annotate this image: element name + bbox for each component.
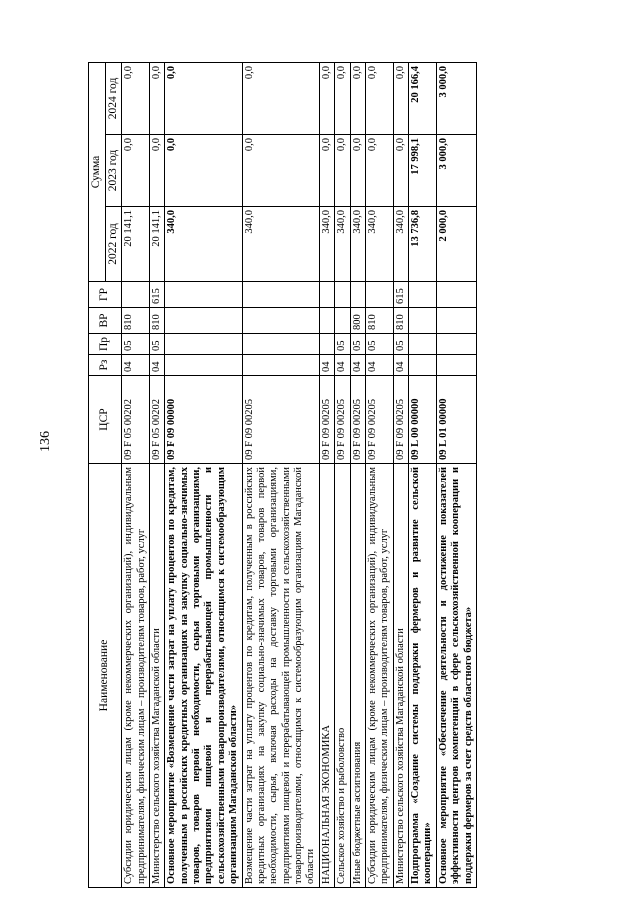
cell-vr: 810 — [122, 308, 150, 334]
table-row — [365, 62, 393, 887]
cell-csr: 09 F 09 00205 — [335, 376, 350, 464]
cell-rz — [436, 355, 476, 376]
table-row — [319, 62, 334, 887]
cell-csr: 09 F 09 00205 — [319, 376, 334, 464]
cell-pr — [436, 334, 476, 355]
cell-gr — [335, 282, 350, 308]
table-row — [335, 62, 350, 887]
cell-rz: 04 — [365, 355, 393, 376]
cell-y2022: 340,0 — [350, 207, 365, 282]
cell-vr — [242, 308, 319, 334]
cell-y2023: 0,0 — [335, 135, 350, 207]
cell-gr — [409, 282, 437, 308]
header-2022: 2022 год — [105, 207, 122, 282]
cell-name: Сельское хозяйство и рыболовство — [335, 464, 350, 888]
cell-name: Министерство сельского хозяйства Магаданской области — [393, 464, 408, 888]
cell-rz: 04 — [350, 355, 365, 376]
cell-pr: 05 — [149, 334, 164, 355]
cell-y2024: 0,0 — [242, 62, 319, 134]
cell-csr: 09 F 05 00202 — [122, 376, 150, 464]
cell-y2022: 20 141,1 — [122, 207, 150, 282]
cell-name: Министерство сельского хозяйства Магаданской области — [149, 464, 164, 888]
cell-csr: 09 F 09 00205 — [365, 376, 393, 464]
cell-csr: 09 F 09 00000 — [165, 376, 242, 464]
budget-table — [88, 62, 477, 888]
header-2024: 2024 год — [105, 62, 122, 134]
cell-pr: 05 — [335, 334, 350, 355]
cell-y2022: 340,0 — [335, 207, 350, 282]
cell-pr — [242, 334, 319, 355]
cell-name: Возмещение части затрат на уплату процентов по кредитам, полученным в российских кредитных организациях на закупку социально-значимых товаров, товаров первой необходимости, сырья, включая расходы на доставку торговыми организациями, предприятиями пищевой и перерабатывающей промышленности и сельскохозяйственными товаропроизводителями, относящимся к системообразующим организациям Магаданской области — [242, 464, 319, 888]
cell-gr — [319, 282, 334, 308]
cell-pr — [319, 334, 334, 355]
cell-pr: 05 — [393, 334, 408, 355]
header-gr: ГР — [89, 282, 122, 308]
table-row — [393, 62, 408, 887]
cell-y2023: 0,0 — [319, 135, 334, 207]
cell-csr: 09 F 09 00205 — [242, 376, 319, 464]
cell-gr — [122, 282, 150, 308]
cell-rz — [409, 355, 437, 376]
header-name: Наименование — [89, 464, 122, 888]
cell-name: Иные бюджетные ассигнования — [350, 464, 365, 888]
header-vr: ВР — [89, 308, 122, 334]
cell-y2023: 0,0 — [365, 135, 393, 207]
cell-vr: 810 — [393, 308, 408, 334]
cell-y2023: 0,0 — [149, 135, 164, 207]
cell-rz: 04 — [122, 355, 150, 376]
cell-y2023: 0,0 — [350, 135, 365, 207]
cell-vr: 810 — [365, 308, 393, 334]
cell-y2024: 3 000,0 — [436, 62, 476, 134]
table-row — [242, 62, 319, 887]
cell-csr: 09 F 09 00205 — [393, 376, 408, 464]
cell-rz: 04 — [393, 355, 408, 376]
cell-csr: 09 L 01 00000 — [436, 376, 476, 464]
cell-y2024: 0,0 — [165, 62, 242, 134]
cell-y2024: 0,0 — [365, 62, 393, 134]
cell-vr — [335, 308, 350, 334]
table-row — [436, 62, 476, 887]
header-csr: ЦСР — [89, 376, 122, 464]
table-body — [122, 62, 477, 887]
table-row — [149, 62, 164, 887]
cell-name: Субсидии юридическим лицам (кроме некоммерческих организаций), индивидуальным предпринимателям, физическим лицам – производителям товаров, работ, услуг — [122, 464, 150, 888]
cell-gr — [365, 282, 393, 308]
cell-y2022: 340,0 — [365, 207, 393, 282]
rotated-table-wrapper — [88, 63, 640, 888]
cell-name: Основное мероприятие «Возмещение части затрат на уплату процентов по кредитам, полученным в российских кредитных организациях на закупку социально-значимых товаров, товаров первой необходимости, сырья торговыми организациями, предприятиями пищевой и перерабатывающей промышленности и сельскохозяйственными товаропроизводителями, относящимся к системообразующим организациям Магаданской области» — [165, 464, 242, 888]
cell-y2022: 340,0 — [165, 207, 242, 282]
cell-y2024: 0,0 — [319, 62, 334, 134]
cell-y2024: 20 166,4 — [409, 62, 437, 134]
cell-y2022: 340,0 — [242, 207, 319, 282]
cell-y2024: 0,0 — [393, 62, 408, 134]
cell-rz: 04 — [319, 355, 334, 376]
cell-vr — [319, 308, 334, 334]
cell-csr: 09 F 09 00205 — [350, 376, 365, 464]
table-row — [350, 62, 365, 887]
cell-pr — [409, 334, 437, 355]
cell-gr — [242, 282, 319, 308]
table-row — [409, 62, 437, 887]
cell-gr — [436, 282, 476, 308]
cell-csr: 09 L 00 00000 — [409, 376, 437, 464]
cell-name: Подпрограмма «Создание системы поддержки фермеров и развитие сельской кооперации» — [409, 464, 437, 888]
cell-csr: 09 F 05 00202 — [149, 376, 164, 464]
cell-y2022: 2 000,0 — [436, 207, 476, 282]
header-sum: Сумма — [89, 62, 106, 281]
cell-rz: 04 — [149, 355, 164, 376]
cell-y2024: 0,0 — [149, 62, 164, 134]
cell-y2022: 340,0 — [393, 207, 408, 282]
cell-y2024: 0,0 — [335, 62, 350, 134]
cell-y2022: 340,0 — [319, 207, 334, 282]
cell-pr: 05 — [122, 334, 150, 355]
header-pr: Пр — [89, 334, 122, 355]
cell-pr: 05 — [365, 334, 393, 355]
cell-vr — [409, 308, 437, 334]
cell-gr — [165, 282, 242, 308]
cell-vr — [436, 308, 476, 334]
cell-y2024: 0,0 — [350, 62, 365, 134]
table-row — [165, 62, 242, 887]
cell-rz: 04 — [335, 355, 350, 376]
header-rz: Рз — [89, 355, 122, 376]
page-number: 136 — [38, 431, 53, 452]
cell-gr — [350, 282, 365, 308]
cell-rz — [242, 355, 319, 376]
cell-gr: 615 — [149, 282, 164, 308]
cell-name: НАЦИОНАЛЬНАЯ ЭКОНОМИКА — [319, 464, 334, 888]
cell-y2022: 13 736,8 — [409, 207, 437, 282]
cell-name: Субсидии юридическим лицам (кроме некоммерческих организаций), индивидуальным предпринимателям, физическим лицам – производителям товаров, работ, услуг — [365, 464, 393, 888]
cell-y2023: 0,0 — [393, 135, 408, 207]
cell-vr — [165, 308, 242, 334]
cell-y2023: 0,0 — [242, 135, 319, 207]
cell-y2023: 17 998,1 — [409, 135, 437, 207]
cell-gr: 615 — [393, 282, 408, 308]
cell-vr: 800 — [350, 308, 365, 334]
table-row — [122, 62, 150, 887]
cell-y2024: 0,0 — [122, 62, 150, 134]
cell-pr: 05 — [350, 334, 365, 355]
cell-y2023: 0,0 — [122, 135, 150, 207]
cell-y2023: 0,0 — [165, 135, 242, 207]
cell-y2022: 20 141,1 — [149, 207, 164, 282]
cell-rz — [165, 355, 242, 376]
cell-y2023: 3 000,0 — [436, 135, 476, 207]
header-2023: 2023 год — [105, 135, 122, 207]
cell-name: Основное мероприятие «Обеспечение деятельности и достижение показателей эффективности центров компетенций в сфере сельскохозяйственной кооперации и поддержки фермеров за счет средств областного бюджета» — [436, 464, 476, 888]
cell-vr: 810 — [149, 308, 164, 334]
cell-pr — [165, 334, 242, 355]
